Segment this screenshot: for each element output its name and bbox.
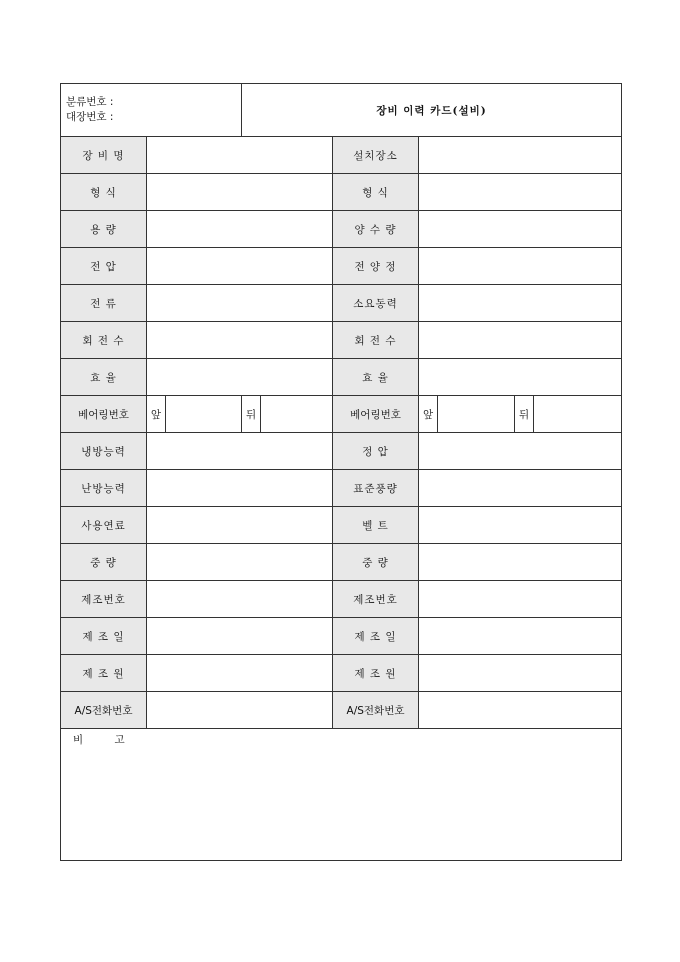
- table-row: [61, 396, 622, 433]
- card-codes: [61, 84, 242, 137]
- field-value-cell[interactable]: [147, 618, 333, 655]
- table-row: [61, 433, 622, 470]
- field-value-cell[interactable]: [419, 581, 622, 618]
- field-value-cell[interactable]: [147, 211, 333, 248]
- field-value-cell[interactable]: [147, 174, 333, 211]
- remarks-row: [61, 729, 622, 861]
- bearing-front-label: 앞: [147, 396, 166, 433]
- field-label: 전 류: [61, 285, 147, 322]
- field-label: 전 양 정: [333, 248, 419, 285]
- table-row: [61, 581, 622, 618]
- field-label: 양 수 량: [333, 211, 419, 248]
- table-row: [61, 211, 622, 248]
- field-label: 설치장소: [333, 137, 419, 174]
- field-value-cell[interactable]: [419, 248, 622, 285]
- table-row: [61, 692, 622, 729]
- field-value-cell[interactable]: [419, 507, 622, 544]
- field-value-cell[interactable]: [419, 433, 622, 470]
- field-value-cell[interactable]: [147, 692, 333, 729]
- field-value-cell[interactable]: [147, 359, 333, 396]
- table-row: [61, 248, 622, 285]
- bearing-front-label: 앞: [419, 396, 438, 433]
- field-value-cell[interactable]: [147, 322, 333, 359]
- bearing-rear-label: 뒤: [242, 396, 261, 433]
- table-row: [61, 285, 622, 322]
- classification-number-label: 분류번호 :: [66, 96, 114, 108]
- field-label: 냉방능력: [61, 433, 147, 470]
- field-value-cell[interactable]: [419, 285, 622, 322]
- field-label: 소요동력: [333, 285, 419, 322]
- field-label: 제 조 일: [333, 618, 419, 655]
- table-row: [61, 174, 622, 211]
- field-label: 중 량: [61, 544, 147, 581]
- field-label: 회 전 수: [333, 322, 419, 359]
- bearing-front-value-cell[interactable]: [166, 396, 242, 433]
- field-label: 제 조 일: [61, 618, 147, 655]
- field-value-cell[interactable]: [419, 211, 622, 248]
- bearing-rear-value-cell[interactable]: [261, 396, 333, 433]
- field-label: A/S전화번호: [61, 692, 147, 729]
- field-label: 형 식: [61, 174, 147, 211]
- field-value-cell[interactable]: [419, 655, 622, 692]
- field-value-cell[interactable]: [419, 137, 622, 174]
- field-label: 효 율: [333, 359, 419, 396]
- bearing-front-value-cell[interactable]: [438, 396, 515, 433]
- table-row: [61, 359, 622, 396]
- table-row: [61, 544, 622, 581]
- bearing-rear-label: 뒤: [515, 396, 534, 433]
- field-value-cell[interactable]: [419, 470, 622, 507]
- field-value-cell[interactable]: [147, 285, 333, 322]
- table-row: [61, 470, 622, 507]
- table-row: [61, 507, 622, 544]
- field-value-cell[interactable]: [419, 174, 622, 211]
- field-label: 전 압: [61, 248, 147, 285]
- field-label: 베어링번호: [333, 396, 419, 433]
- remarks-label: 비 고: [73, 734, 139, 746]
- card-title: 장비 이력 카드(설비): [242, 84, 622, 137]
- remarks-cell[interactable]: [61, 729, 622, 861]
- field-value-cell[interactable]: [147, 581, 333, 618]
- field-label: 표준풍량: [333, 470, 419, 507]
- field-label: 중 량: [333, 544, 419, 581]
- field-label: 제 조 원: [333, 655, 419, 692]
- table-row: [61, 655, 622, 692]
- field-label: A/S전화번호: [333, 692, 419, 729]
- table-row: [61, 618, 622, 655]
- field-label: 정 압: [333, 433, 419, 470]
- field-label: 제조번호: [61, 581, 147, 618]
- field-label: 제 조 원: [61, 655, 147, 692]
- field-label: 용 량: [61, 211, 147, 248]
- equipment-history-card: [60, 83, 622, 861]
- field-label: 장 비 명: [61, 137, 147, 174]
- field-label: 제조번호: [333, 581, 419, 618]
- field-value-cell[interactable]: [147, 137, 333, 174]
- field-label: 난방능력: [61, 470, 147, 507]
- field-value-cell[interactable]: [147, 507, 333, 544]
- field-label: 형 식: [333, 174, 419, 211]
- field-label: 사용연료: [61, 507, 147, 544]
- field-label: 베어링번호: [61, 396, 147, 433]
- field-label: 벨 트: [333, 507, 419, 544]
- field-value-cell[interactable]: [147, 544, 333, 581]
- field-value-cell[interactable]: [419, 322, 622, 359]
- field-value-cell[interactable]: [419, 618, 622, 655]
- field-value-cell[interactable]: [419, 544, 622, 581]
- field-label: 효 율: [61, 359, 147, 396]
- field-value-cell[interactable]: [147, 433, 333, 470]
- ledger-number-label: 대장번호 :: [66, 111, 114, 123]
- table-row: [61, 137, 622, 174]
- field-value-cell[interactable]: [147, 470, 333, 507]
- field-value-cell[interactable]: [147, 655, 333, 692]
- bearing-rear-value-cell[interactable]: [534, 396, 622, 433]
- table-row: [61, 322, 622, 359]
- field-value-cell[interactable]: [419, 359, 622, 396]
- field-value-cell[interactable]: [147, 248, 333, 285]
- field-label: 회 전 수: [61, 322, 147, 359]
- field-value-cell[interactable]: [419, 692, 622, 729]
